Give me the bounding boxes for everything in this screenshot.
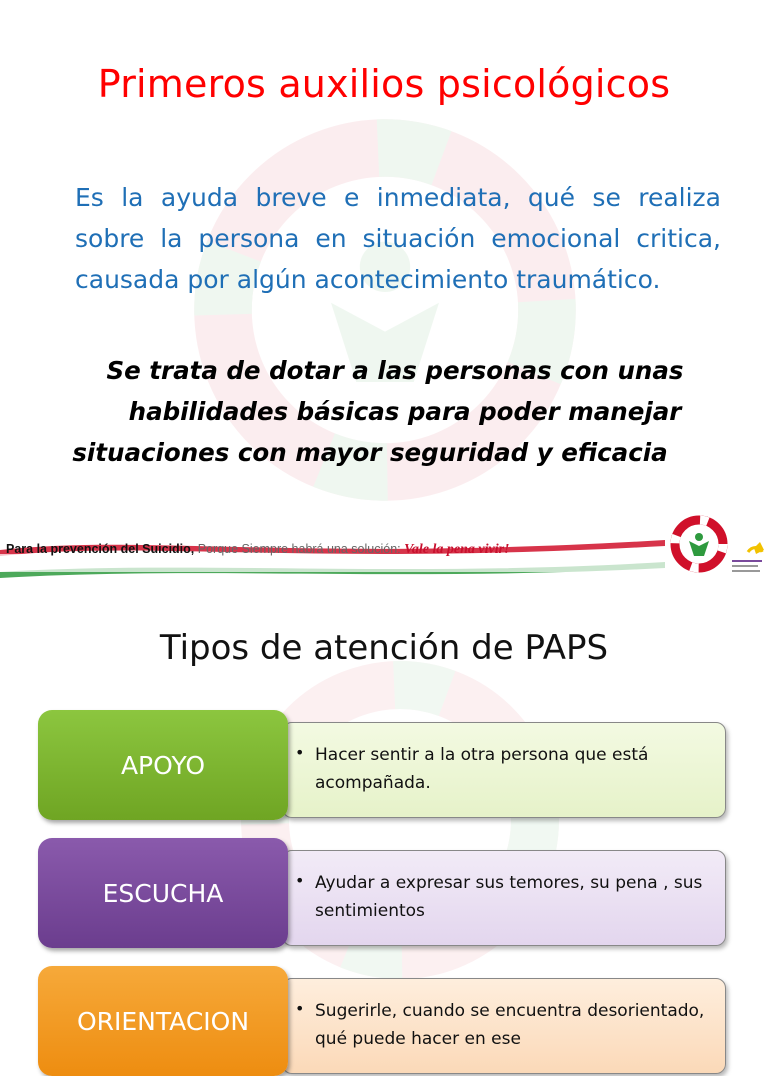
emphasis-line: situaciones con mayor seguridad y eficacia (72, 438, 668, 467)
banner-bold-text: Para la prevención del Suicidio, (6, 542, 195, 556)
emphasis-line: habilidades básicas para poder manejar (128, 397, 682, 426)
apoyo-description (282, 722, 726, 818)
emphasis-line: Se trata de dotar a las personas con unas (106, 356, 684, 385)
orientacion-description-text: Sugerirle, cuando se encuentra desorientado, qué puede hacer en ese (315, 1001, 705, 1049)
banner-script-text: Vale la pena vivir! (404, 542, 510, 557)
orientacion-label-box: ORIENTACION (38, 966, 288, 1076)
escucha-label-box: ESCUCHA (38, 838, 288, 948)
apoyo-description-text: Hacer sentir a la otra persona que está acompañada. (315, 745, 649, 793)
definition-paragraph: Es la ayuda breve e inmediata, qué se realiza sobre la persona en situación emocional critica, causada por algún acontecimiento traumático. (75, 183, 721, 294)
slide-title: Primeros auxilios psicológicos (97, 62, 671, 106)
banner-slogan (6, 542, 510, 558)
escucha-description-text: Ayudar a expresar sus temores, su pena , sus sentimientos (315, 873, 703, 921)
bullet-icon: • (295, 999, 305, 1018)
bullet-icon: • (295, 871, 305, 890)
bullet-icon: • (295, 743, 305, 762)
slide-types (0, 590, 768, 1049)
sponsor-logo-icon (730, 538, 768, 578)
slide-title: Tipos de atención de PAPS (159, 628, 609, 668)
orientacion-description (282, 978, 726, 1074)
foundation-logo-icon (666, 508, 732, 580)
prevention-banner (0, 500, 768, 590)
escucha-description (282, 850, 726, 946)
emphasis-text (60, 350, 710, 473)
apoyo-label-box: APOYO (38, 710, 288, 820)
banner-light-text: Porque Siempre habrá una solución: (194, 542, 405, 556)
